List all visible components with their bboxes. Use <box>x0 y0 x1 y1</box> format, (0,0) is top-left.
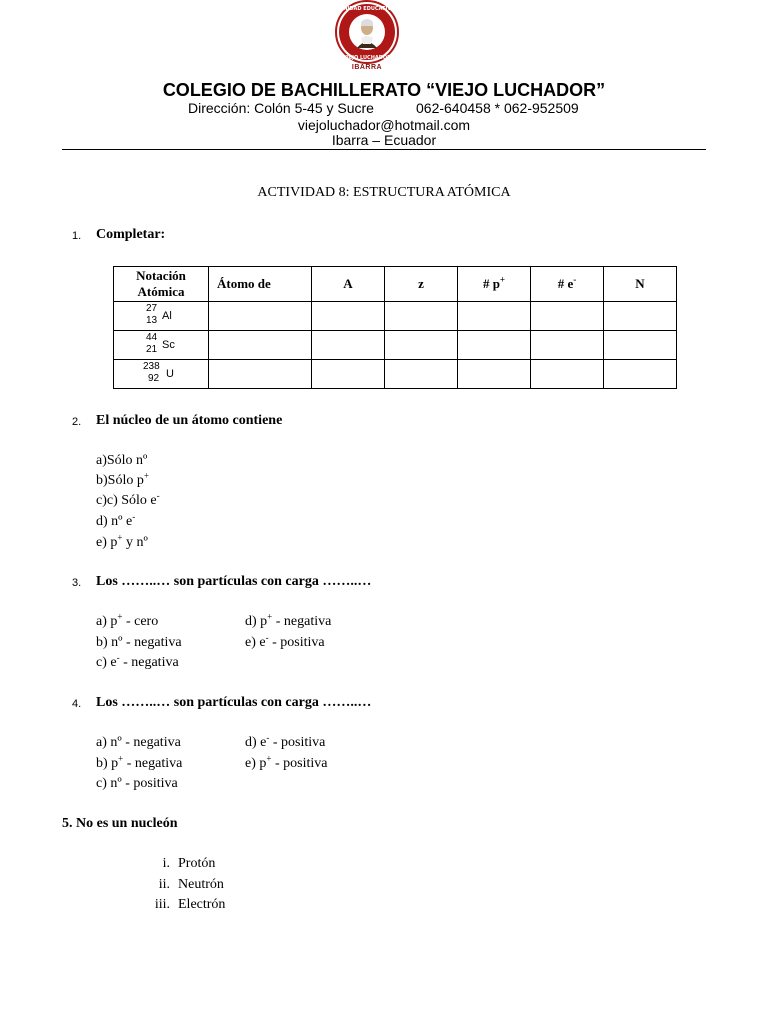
city: Ibarra – Ecuador <box>331 132 437 148</box>
q4-option-b[interactable]: b) p+ - negativa <box>96 753 183 771</box>
q2-option-d[interactable]: d) nº e- <box>96 511 136 529</box>
blank-cell[interactable] <box>385 360 458 389</box>
q4-number: 4. <box>72 698 82 710</box>
q3-option-d[interactable]: d) p+ - negativa <box>245 611 332 629</box>
svg-text:UNIDAD EDUCATIVA: UNIDAD EDUCATIVA <box>339 6 395 12</box>
q3-option-c[interactable]: c) e- - negativa <box>96 652 179 670</box>
notation-cell: 27 13 Al <box>114 302 209 331</box>
blank-cell[interactable] <box>312 302 385 331</box>
q3-option-a[interactable]: a) p+ - cero <box>96 611 159 629</box>
q5-option-3-number: iii. <box>154 897 170 912</box>
col-header-z: z <box>385 267 458 302</box>
q1-number: 1. <box>72 230 82 242</box>
header-divider <box>62 149 706 150</box>
logo-caption: IBARRA <box>351 64 383 71</box>
table-row <box>114 302 677 331</box>
blank-cell[interactable] <box>458 331 531 360</box>
q4-option-d[interactable]: d) e- - positiva <box>245 732 326 750</box>
blank-cell[interactable] <box>604 302 677 331</box>
q1-title: Completar: <box>96 227 166 242</box>
q2-option-a[interactable]: a)Sólo nº <box>96 453 148 468</box>
blank-cell[interactable] <box>531 360 604 389</box>
col-header-a: A <box>312 267 385 302</box>
q5-option-1[interactable]: Protón <box>178 856 216 871</box>
q3-option-b[interactable]: b) nº - negativa <box>96 635 182 650</box>
col-header-atom: Átomo de <box>209 267 312 302</box>
q3-title: Los ……..… son partículas con carga ……..… <box>96 574 372 589</box>
q4-option-a[interactable]: a) nº - negativa <box>96 735 181 750</box>
q5-option-2[interactable]: Neutrón <box>178 877 224 892</box>
school-name: COLEGIO DE BACHILLERATO “VIEJO LUCHADOR” <box>162 80 606 100</box>
blank-cell[interactable] <box>531 302 604 331</box>
blank-cell[interactable] <box>604 331 677 360</box>
blank-cell[interactable] <box>312 331 385 360</box>
atomic-notation-table <box>113 266 677 389</box>
q4-option-c[interactable]: c) nº - positiva <box>96 776 178 791</box>
table-row <box>114 331 677 360</box>
table-row <box>114 360 677 389</box>
blank-cell[interactable] <box>604 360 677 389</box>
col-header-electrons: # e- <box>531 267 604 302</box>
q3-number: 3. <box>72 577 82 589</box>
blank-cell[interactable] <box>385 302 458 331</box>
blank-cell[interactable] <box>531 331 604 360</box>
q5-option-1-number: i. <box>162 856 170 871</box>
col-header-notation: Notación Atómica <box>114 267 209 302</box>
q4-option-e[interactable]: e) p+ - positiva <box>245 753 328 771</box>
q2-title: El núcleo de un átomo contiene <box>96 413 283 428</box>
blank-cell[interactable] <box>209 302 312 331</box>
q2-option-c[interactable]: c)c) Sólo e- <box>96 490 160 508</box>
blank-cell[interactable] <box>385 331 458 360</box>
svg-text:"VIEJO LUCHADOR": "VIEJO LUCHADOR" <box>340 55 394 61</box>
q3-option-e[interactable]: e) e- - positiva <box>245 632 325 650</box>
q2-option-b[interactable]: b)Sólo p+ <box>96 470 149 488</box>
notation-cell: 238 92 U <box>114 360 209 389</box>
notation-cell: 44 21 Sc <box>114 331 209 360</box>
blank-cell[interactable] <box>209 360 312 389</box>
q5-option-3[interactable]: Electrón <box>178 897 226 912</box>
q5-option-2-number: ii. <box>158 877 170 892</box>
q4-title: Los ……..… son partículas con carga ……..… <box>96 695 372 710</box>
blank-cell[interactable] <box>458 302 531 331</box>
q2-number: 2. <box>72 416 82 428</box>
activity-title: ACTIVIDAD 8: ESTRUCTURA ATÓMICA <box>257 185 511 200</box>
q2-option-e[interactable]: e) p+ y nº <box>96 532 148 550</box>
phone-numbers: 062-640458 * 062-952509 <box>416 100 579 116</box>
blank-cell[interactable] <box>458 360 531 389</box>
email-address: viejoluchador@hotmail.com <box>297 117 471 133</box>
blank-cell[interactable] <box>209 331 312 360</box>
table-header-row <box>114 267 677 302</box>
q5-title: 5. No es un nucleón <box>62 816 178 831</box>
col-header-n: N <box>604 267 677 302</box>
col-header-protons: # p+ <box>458 267 531 302</box>
blank-cell[interactable] <box>312 360 385 389</box>
address: Dirección: Colón 5-45 y Sucre <box>188 100 374 116</box>
